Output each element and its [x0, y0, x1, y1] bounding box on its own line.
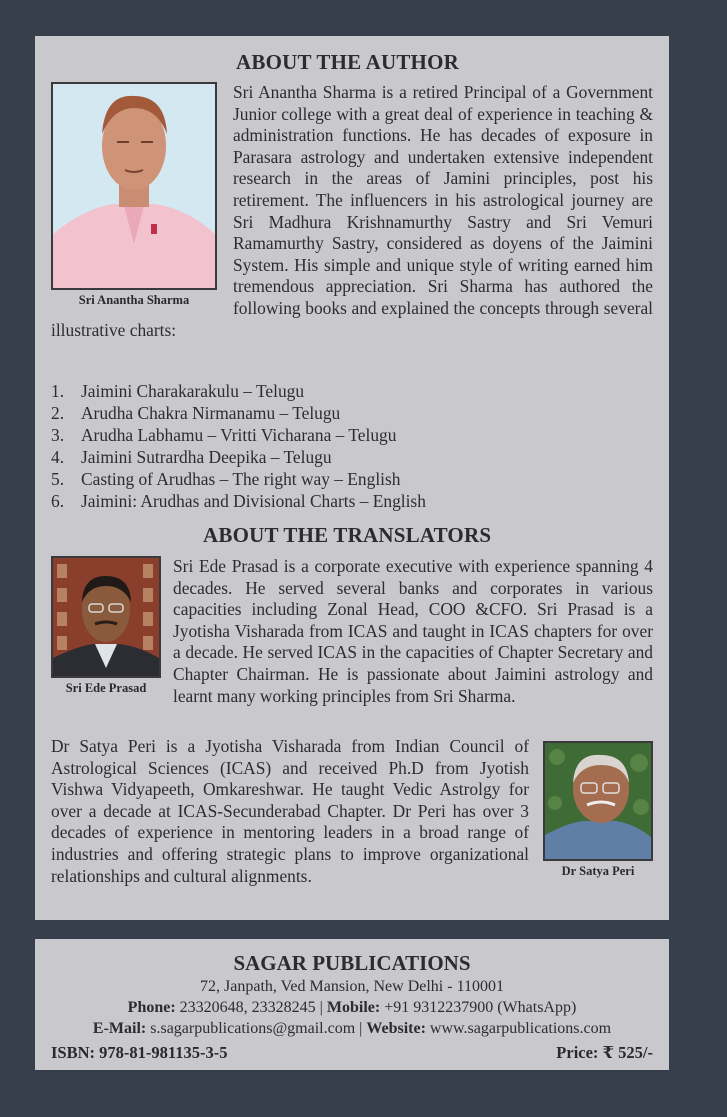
mobile-number: +91 9312237900 (WhatsApp)	[384, 999, 577, 1016]
price: Price: ₹ 525/-	[556, 1043, 653, 1062]
phone-label: Phone:	[127, 999, 176, 1016]
list-item: 5. Casting of Arudhas – The right way – English	[51, 469, 401, 489]
website-label: Website:	[366, 1020, 426, 1037]
book-title: Jaimini: Arudhas and Divisional Charts – English	[81, 491, 426, 511]
phone-number: 23320648, 23328245	[179, 999, 316, 1016]
list-item: 4. Jaimini Sutrardha Deepika – Telugu	[51, 447, 332, 467]
list-item: 1. Jaimini Charakarakulu – Telugu	[51, 381, 305, 401]
list-item: 6. Jaimini: Arudhas and Divisional Charts – English	[51, 491, 426, 511]
translator-photo-frame	[543, 741, 653, 879]
publisher-address: 72, Janpath, Ved Mansion, New Delhi - 110001	[200, 978, 504, 995]
publisher-footer	[51, 1043, 653, 1063]
website-url: www.sagarpublications.com	[429, 1020, 612, 1037]
about-panel	[35, 36, 669, 920]
book-title: Arudha Labhamu – Vritti Vicharana – Telugu	[81, 425, 397, 445]
translator-photo-frame	[51, 556, 161, 696]
author-bio: Sri Anantha Sharma is a retired Principal of a Government Junior college with a great deal of experience in teaching & administration functions. He has decades of exposure in Parasara astrology and undertaken extensive independent research in the areas of Jamini principles, post his retirement. The influencers in his astrological journey are Sri Madhura Krishnamurthy Sastry and Sri Vemuri Ramamurthy Sastry, considered as doyens of the Jaimini System. His simple and unique style of writing earned him tremendous appreciation. Sri Sharma has authored the following books and explained the concepts through several illustrative charts:	[51, 82, 653, 340]
mobile-label: Mobile:	[326, 999, 381, 1016]
book-title: Jaimini Charakarakulu – Telugu	[81, 381, 305, 401]
translator-bio: Dr Satya Peri is a Jyotisha Visharada from Indian Council of Astrological Sciences (ICAS) and received Ph.D from Jyotish Vishwa Vidyapeeth, Omkareshwar. He taught Vedic Astrolgy for over a decade at ICAS-Secunderabad Chapter. Dr Peri has over 3 decades of experience in mentoring leaders in a broad range of industries and offering strategic plans to improve organizational relationships and cultural alignments.	[51, 736, 529, 886]
author-section	[51, 82, 653, 341]
translator-section-peri	[51, 736, 653, 887]
publisher-name: SAGAR PUBLICATIONS	[233, 951, 471, 975]
publisher-phone-line	[51, 997, 653, 1018]
about-translators-heading: ABOUT THE TRANSLATORS	[203, 523, 492, 547]
list-item: 3. Arudha Labhamu – Vritti Vicharana – Telugu	[51, 425, 397, 445]
translator-photo	[543, 741, 653, 861]
publisher-contact-line	[51, 1018, 653, 1039]
translator-bio: Sri Ede Prasad is a corporate executive with experience spanning 4 decades. He served several banks and corporates in various capacities including Zonal Head, COO &CFO. Sri Prasad is a Jyotisha Visharada from ICAS and taught in ICAS chapters for over a decade. He served ICAS in the capacities of Chapter Secretary and Chapter Chairman. He is passionate about Jaimini astrology and learnt many working principles from Sri Sharma.	[173, 556, 653, 706]
books-list	[51, 380, 426, 512]
email-address: s.sagarpublications@gmail.com	[150, 1020, 356, 1037]
list-item: 2. Arudha Chakra Nirmanamu – Telugu	[51, 403, 341, 423]
book-title: Arudha Chakra Nirmanamu – Telugu	[81, 403, 341, 423]
separator: |	[359, 1020, 363, 1037]
book-title: Jaimini Sutrardha Deepika – Telugu	[81, 447, 332, 467]
author-photo-caption: Sri Anantha Sharma	[78, 293, 190, 307]
person-portrait-icon	[545, 743, 651, 859]
publisher-panel	[35, 939, 669, 1070]
translator-section-prasad	[51, 556, 653, 707]
translator-photo	[51, 556, 161, 678]
about-author-heading: ABOUT THE AUTHOR	[236, 50, 459, 74]
translator-photo-caption: Dr Satya Peri	[561, 864, 635, 878]
isbn: ISBN: 978-81-981135-3-5	[51, 1043, 228, 1062]
email-label: E-Mail:	[92, 1020, 147, 1037]
book-title: Casting of Arudhas – The right way – English	[81, 469, 401, 489]
author-photo	[51, 82, 217, 290]
person-portrait-icon	[53, 84, 215, 288]
translator-photo-caption: Sri Ede Prasad	[65, 681, 147, 695]
separator: |	[319, 999, 323, 1016]
person-portrait-icon	[53, 558, 159, 676]
author-photo-frame	[51, 82, 217, 308]
